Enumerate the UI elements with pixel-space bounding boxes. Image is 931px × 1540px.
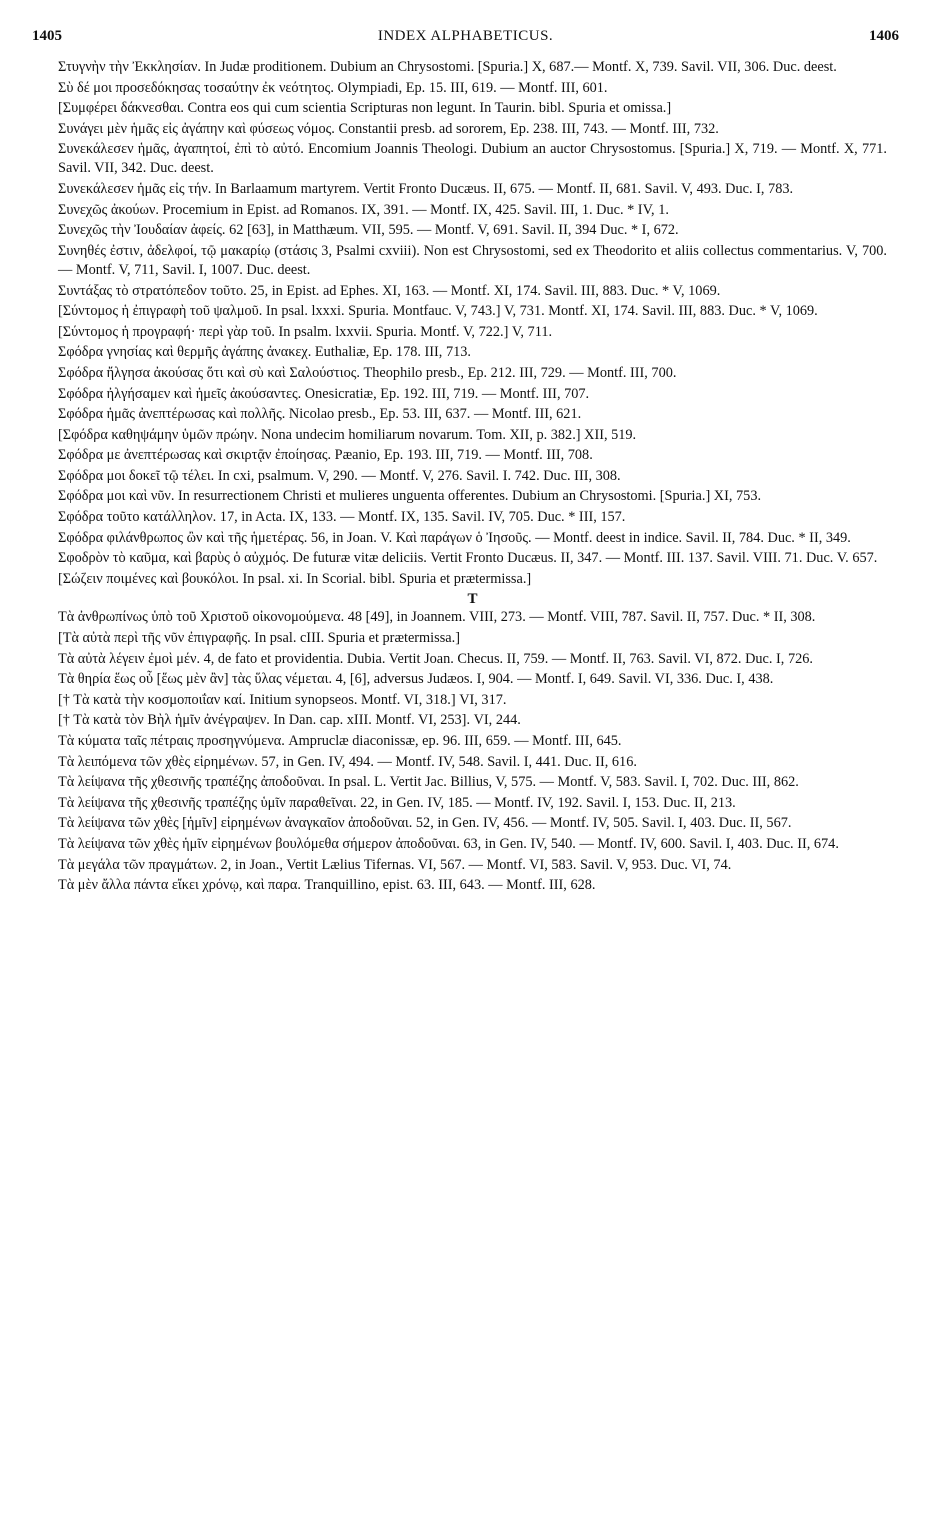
index-entry: Συνεχῶς τὴν Ἰουδαίαν ἀφείς. 62 [63], in Matthæum. VII, 595. — Montf. V, 691. Savil. II, 394 Duc. * I, 672.: [58, 222, 679, 239]
index-entry: Σφόδρα γνησίας καὶ θερμῆς ἀγάπης ἀνακεχ. Euthaliæ, Ep. 178. III, 713.: [58, 344, 471, 361]
index-entry: Τὰ λειπόμενα τῶν χθὲς εἰρημένων. 57, in Gen. IV, 494. — Montf. IV, 548. Savil. I, 441. Duc. II, 616.: [58, 753, 637, 770]
index-entry: [Σφόδρα καθηψάμην ὑμῶν πρώην. Nona undecim homiliarum novarum. Tom. XII, p. 382.] XII, 519.: [58, 426, 637, 443]
left-page-number: 1405: [32, 28, 62, 44]
index-entry: Σφόδρα τοῦτο κατάλληλον. 17, in Acta. IX, 133. — Montf. IX, 135. Savil. IV, 705. Duc. * III, 157.: [58, 509, 626, 526]
index-entry: [† Τὰ κατὰ τὸν Βὴλ ἡμῖν ἀνέγραψεν. In Dan. cap. xIII. Montf. VI, 253]. VI, 244.: [58, 712, 521, 729]
index-entry: [Σύντομος ἡ ἐπιγραφὴ τοῦ ψαλμοῦ. In psal. lxxxi. Spuria. Montfauc. V, 743.] V, 731. Montf. XI, 174. Savil. III, 883. Duc. * V, 1069.: [58, 303, 818, 320]
index-entry: Συνεχῶς ἀκούων. Procemium in Epist. ad Romanos. IX, 391. — Montf. IX, 425. Savil. III, 1. Duc. * IV, 1.: [58, 201, 669, 218]
index-entry: Τὰ μὲν ἄλλα πάντα εἴκει χρόνῳ, καὶ παρα. Tranquillino, epist. 63. III, 643. — Montf. III, 628.: [58, 877, 596, 894]
index-entry: Σφόδρα ἤλγησα ἀκούσας ὅτι καὶ σὺ καὶ Σαλούστιος. Theophilo presb., Ep. 212. III, 729. — Montf. III, 700.: [58, 364, 677, 381]
index-entry: Τὰ λείψανα τῆς χθεσινῆς τραπέζης ἀποδοῦναι. In psal. L. Vertit Jac. Billius, V, 575. — Montf. V, 583. Savil. I, 702. Duc. III, 862.: [58, 774, 799, 791]
index-entry: Τὰ λείψανα τῆς χθεσινῆς τραπέζης ὑμῖν παραθεῖναι. 22, in Gen. IV, 185. — Montf. IV, 192. Savil. I, 153. Duc. II, 213.: [58, 794, 736, 811]
running-title: INDEX ALPHABETICUS.: [377, 28, 554, 44]
index-entry: Συνεκάλεσεν ἡμᾶς, ἀγαπητοί, ἐπὶ τὸ αὐτό. Encomium Joannis Theologi. Dubium an auctor Chrysostomus. [Spuria.] X, 719. — Montf. X, 771. Savil. VII, 342. Duc. deest.: [58, 141, 887, 177]
index-entry: Σφόδρα φιλάνθρωπος ὢν καὶ τῆς ἡμετέρας. 56, in Joan. V. Καὶ παράγων ὁ Ἰησοῦς. — Montf. deest in indice. Savil. II, 784. Duc. * II, 349.: [58, 529, 851, 546]
index-entry: Τὰ ἀνθρωπίνως ὑπὸ τοῦ Χριστοῦ οἰκονομούμενα. 48 [49], in Joannem. VIII, 273. — Montf. VIII, 787. Savil. II, 757. Duc. * II, 308.: [58, 609, 816, 626]
index-entry: Σφόδρα ἠλγήσαμεν καὶ ἡμεῖς ἀκούσαντες. Onesicratiæ, Ep. 192. III, 719. — Montf. III, 707.: [58, 385, 590, 402]
index-entry: Συντάξας τὸ στρατόπεδον τοῦτο. 25, in Epist. ad Ephes. XI, 163. — Montf. XI, 174. Savil. III, 883. Duc. * V, 1069.: [58, 282, 721, 299]
index-entry: [Τὰ αὐτὰ περὶ τῆς νῦν ἐπιγραφῆς. In psal. cIII. Spuria et prætermissa.]: [58, 630, 460, 647]
index-entry: Τὰ μεγάλα τῶν πραγμάτων. 2, in Joan., Vertit Lælius Tifernas. VI, 567. — Montf. VI, 583. Savil. V, 953. Duc. VI, 74.: [58, 856, 732, 873]
index-entry: Τὰ κύματα ταῖς πέτραις προσηγνύμενα. Ampruclæ diaconissæ, ep. 96. III, 659. — Montf. III, 645.: [58, 733, 622, 749]
index-entry: Τὰ αὐτὰ λέγειν ἐμοὶ μέν. 4, de fato et providentia. Dubia. Vertit Joan. Checus. II, 759. — Montf. II, 763. Savil. VI, 872. Duc. I, 726.: [58, 650, 813, 667]
index-entry: Τὰ λείψανα τῶν χθὲς [ἡμῖν] εἰρημένων ἀναγκαῖον ἀποδοῦναι. 52, in Gen. IV, 456. — Montf. IV, 505. Savil. I, 403. Duc. II, 567.: [58, 815, 792, 832]
index-entry: Σφόδρα με ἀνεπτέρωσας καὶ σκιρτᾷν ἐποίησας. Pæanio, Ep. 193. III, 719. — Montf. III, 708.: [58, 447, 593, 464]
index-entry: Σφόδρα ἡμᾶς ἀνεπτέρωσας καὶ πολλῆς. Nicolao presb., Ep. 53. III, 637. — Montf. III, 621.: [58, 406, 582, 423]
index-entry: Τὰ θηρία ἕως οὗ [ἕως μὲν ἂν] τὰς ὕλας νέμεται. 4, [6], adversus Judæos. I, 904. — Montf. I, 649. Savil. VI, 336. Duc. I, 438.: [58, 671, 774, 688]
index-entry: [† Τὰ κατὰ τὴν κοσμοποιΐαν καί. Initium synopseos. Montf. VI, 318.] VI, 317.: [58, 691, 507, 708]
index-entry: [Σύντομος ἡ προγραφή· περὶ γὰρ τοῦ. In psalm. lxxvii. Spuria. Montf. V, 722.] V, 711.: [58, 323, 553, 340]
index-entry: Σφόδρα μοι καὶ νῦν. In resurrectionem Christi et mulieres unguenta offerentes. Dubium an Chrysostomi. [Spuria.] XI, 753.: [58, 488, 762, 505]
index-entry: Συνάγει μὲν ἡμᾶς εἰς ἀγάπην καὶ φύσεως νόμος. Constantii presb. ad sororem, Ep. 238. III, 743. — Montf. III, 732.: [58, 120, 719, 137]
index-entry: Τὰ λείψανα τῶν χθὲς ἡμῖν εἰρημένων βουλόμεθα σήμερον ἀποδοῦναι. 63, in Gen. IV, 540. — Montf. IV, 600. Savil. I, 403. Duc. II, 674.: [58, 835, 839, 852]
index-entry: Σφόδρα μοι δοκεῖ τῷ τέλει. In cxi, psalmum. V, 290. — Montf. V, 276. Savil. I. 742. Duc. III, 308.: [58, 467, 621, 484]
running-header: [32, 28, 899, 58]
right-page-number: 1406: [869, 28, 899, 44]
index-entry: Συνηθές ἐστιν, ἀδελφοί, τῷ μακαρίῳ (στάσις 3, Psalmi cxviii). Non est Chrysostomi, sed ex Theodorito et aliis collectus commentarius. V, 700. — Montf. V, 711, Savil. I, 1007. Duc. deest.: [58, 242, 887, 278]
index-entry: [Συμφέρει δάκνεσθαι. Contra eos qui cum scientia Scripturas non legunt. In Taurin. bibl. Spuria et omissa.]: [58, 100, 672, 117]
index-entry: Συνεκάλεσεν ἡμᾶς εἰς τήν. In Barlaamum martyrem. Vertit Fronto Ducæus. II, 675. — Montf. II, 681. Savil. V, 493. Duc. I, 783.: [58, 181, 794, 198]
index-entry: Σὺ δέ μοι προσεδόκησας τοσαύτην ἐκ νεότητος. Olympiadi, Ep. 15. III, 619. — Montf. III, 601.: [58, 79, 608, 96]
index-entries: [58, 58, 887, 895]
index-entry: Στυγνὴν τὴν Ἐκκλησίαν. In Judæ proditionem. Dubium an Chrysostomi. [Spuria.] X, 687.— Montf. X, 739. Savil. VII, 306. Duc. deest.: [58, 59, 837, 75]
index-entry: Σφοδρὸν τὸ καῦμα, καὶ βαρὺς ὁ αὐχμός. De futuræ vitæ deliciis. Vertit Fronto Ducæus. II, 347. — Montf. III. 137. Savil. VIII. 71. Duc. V. 657.: [58, 550, 878, 567]
section-letter: T: [467, 591, 478, 608]
index-entry: [Σώζειν ποιμένες καὶ βουκόλοι. In psal. xi. In Scorial. bibl. Spuria et prætermissa.]: [58, 570, 532, 587]
